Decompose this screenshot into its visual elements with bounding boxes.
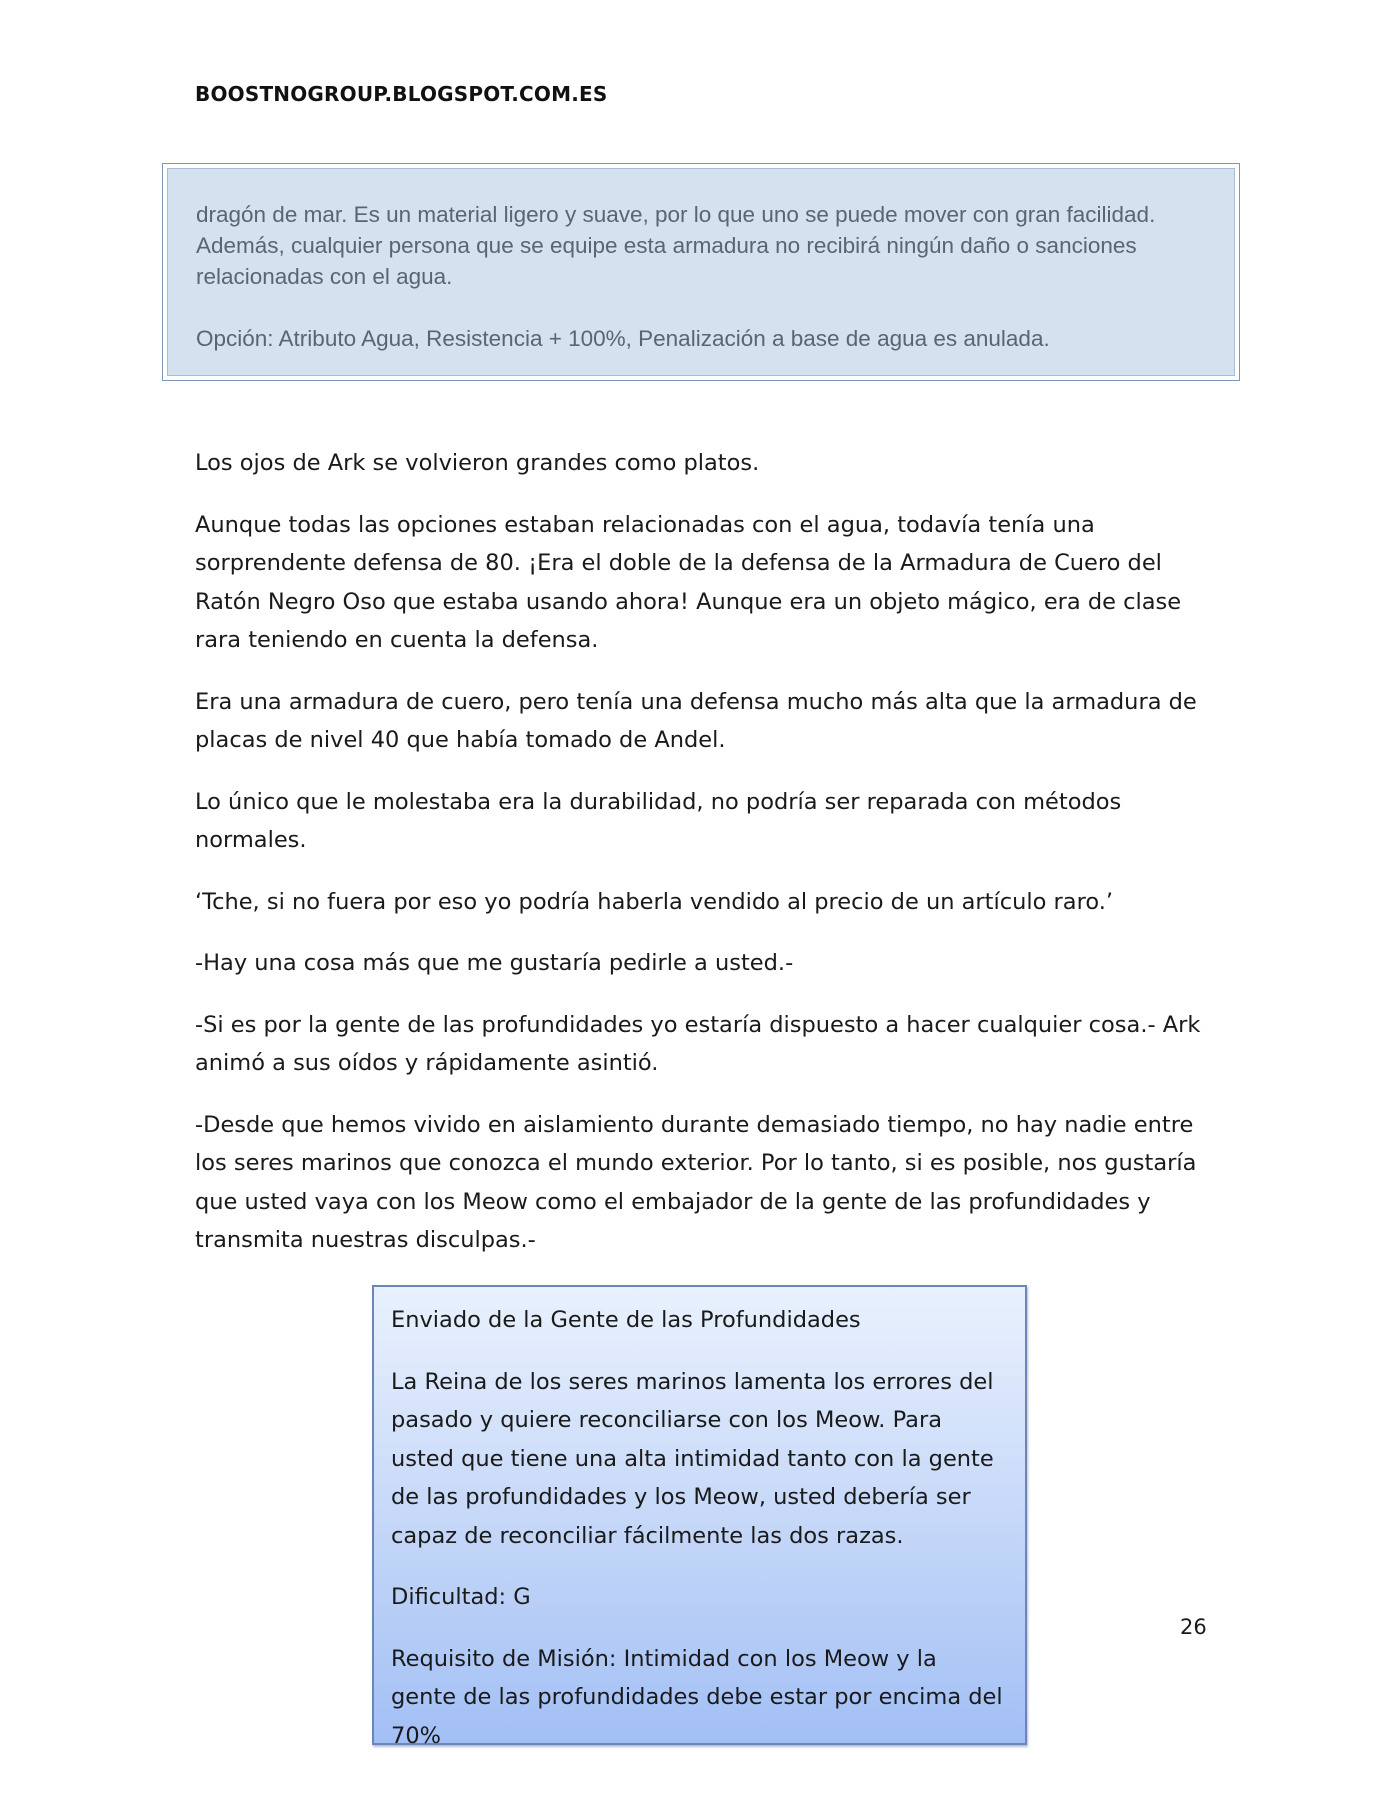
story-paragraph: -Hay una cosa más que me gustaría pedirle a usted.- (195, 950, 794, 976)
item-description-text: dragón de mar. Es un material ligero y suave, por lo que uno se puede mover con gran facilidad. Además, cualquier persona que se equipe esta armadura no recibirá ningún daño o sanciones relacionadas con el agua. (196, 202, 1156, 289)
story-paragraph: ‘Tche, si no fuera por eso yo podría haberla vendido al precio de un artículo raro.’ (195, 888, 1114, 915)
page-number: 26 (1180, 1615, 1207, 1639)
story-paragraph: -Desde que hemos vivido en aislamiento durante demasiado tiempo, no hay nadie entre los seres marinos que conozca el mundo exterior. Por lo tanto, si es posible, nos gustaría que usted vaya con los Meow como el embajador de la gente de las profundidades y transmita nuestras disculpas.- (195, 1111, 1197, 1253)
quest-description: La Reina de los seres marinos lamenta los errores del pasado y quiere reconciliarse con los Meow. Para usted que tiene una alta intimidad tanto con la gente de las profundidades y los Meow, usted debería ser capaz de reconciliar fácilmente las dos razas. (391, 1368, 994, 1549)
story-paragraph: Los ojos de Ark se volvieron grandes como platos. (195, 450, 760, 476)
story-paragraph: -Si es por la gente de las profundidades yo estaría dispuesto a hacer cualquier cosa.- Ark animó a sus oídos y rápidamente asintió. (195, 1011, 1201, 1076)
item-description-panel (167, 168, 1235, 376)
quest-requirement: Requisito de Misión: Intimidad con los Meow y la gente de las profundidades debe estar por encima del 70% (391, 1645, 1003, 1749)
story-paragraph: Era una armadura de cuero, pero tenía una defensa mucho más alta que la armadura de placas de nivel 40 que había tomado de Andel. (195, 688, 1197, 753)
story-paragraph: Lo único que le molestaba era la durabilidad, no podría ser reparada con métodos normales. (195, 788, 1122, 853)
quest-difficulty: Dificultad: G (391, 1584, 531, 1610)
story-text (195, 444, 1215, 1283)
site-header: BOOSTNOGROUP.BLOGSPOT.COM.ES (195, 82, 608, 106)
story-paragraph: Aunque todas las opciones estaban relacionadas con el agua, todavía tenía una sorprendente defensa de 80. ¡Era el doble de la defensa de la Armadura de Cuero del Ratón Negro Oso que estaba usando ahora! Aunque era un objeto mágico, era de clase rara teniendo en cuenta la defensa. (195, 511, 1182, 653)
item-option-text: Opción: Atributo Agua, Resistencia + 100%, Penalización a base de agua es anulada. (196, 326, 1050, 351)
quest-title: Enviado de la Gente de las Profundidades (391, 1307, 861, 1333)
item-description-box (162, 163, 1240, 381)
quest-box (372, 1285, 1027, 1749)
